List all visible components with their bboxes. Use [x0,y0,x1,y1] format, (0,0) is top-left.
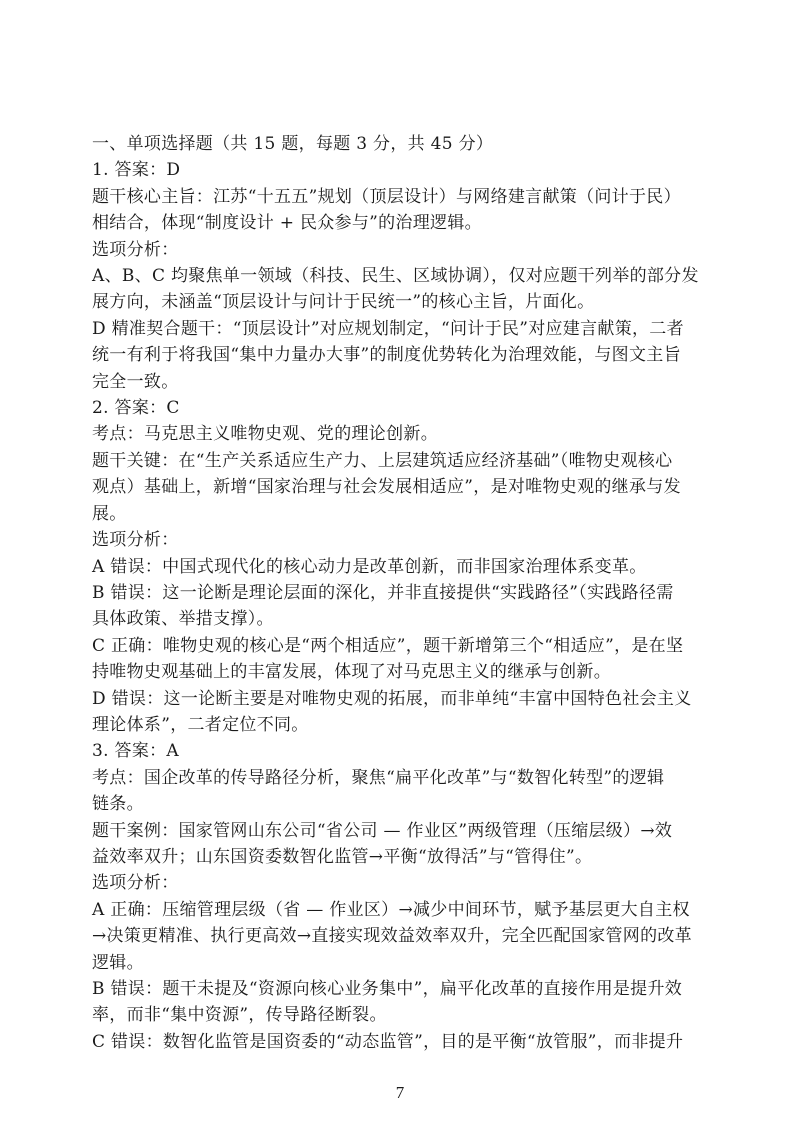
text-line: 观点）基础上，新增“国家治理与社会发展相适应”，是对唯物史观的继承与发 [92,477,681,498]
text-line: 完全一致。 [92,371,179,392]
text-line: 链条。 [92,794,144,815]
text-line: →决策更精准、执行更高效→直接实现效益效率双升，完全匹配国家管网的改革 [92,926,692,947]
text-line: 理论体系”，二者定位不同。 [92,714,309,735]
text-line: D 精准契合题干：“顶层设计”对应规划制定，“问计于民”对应建言献策，二者 [92,318,684,339]
page-number: 7 [395,1083,405,1102]
text-line: 具体政策、举措支撑）。 [92,609,274,630]
text-line: C 错误：数智化监管是国资委的“动态监管”，目的是平衡“放管服”，而非提升 [92,1031,684,1052]
text-line: A、B、C 均聚焦单一领域（科技、民生、区域协调），仅对应题干列举的部分发 [92,266,699,287]
text-line: 1. 答案：D [92,160,181,181]
text-line: B 错误：题干未提及“资源向核心业务集中”，扁平化改革的直接作用是提升效 [92,979,683,999]
text-line: 逻辑。 [92,952,144,973]
text-line: 考点：马克思主义唯物史观、党的理论创新。 [92,424,438,445]
text-line: 题干核心主旨：江苏“十五五”规划（顶层设计）与网络建言献策（问计于民） [92,186,681,207]
section-heading: 一、单项选择题（共 15 题，每题 3 分，共 45 分） [92,134,494,154]
text-line: 率，而非“集中资源”，传导路径断裂。 [92,1005,387,1026]
text-line: 3. 答案：A [92,741,180,762]
text-line: 统一有利于将我国“集中力量办大事”的制度优势转化为治理效能，与图文主旨 [92,345,681,366]
text-line: A 错误：中国式现代化的核心动力是改革创新，而非国家治理体系变革。 [92,556,647,577]
text-line: 2. 答案：C [92,398,180,419]
text-line: 展。 [92,503,127,524]
answer-text-block [92,131,712,1055]
text-line: D 错误：这一论断主要是对唯物史观的拓展，而非单纯“丰富中国特色社会主义 [92,688,692,709]
text-line: 相结合，体现“制度设计 + 民众参与”的治理逻辑。 [92,213,482,234]
text-line: 益效率双升；山东国资委数智化监管→平衡“放得活”与“管得住”。 [92,846,593,867]
text-line: B 错误：这一论断是理论层面的深化，并非直接提供“实践路径”（实践路径需 [92,582,674,603]
text-line: C 正确：唯物史观的核心是“两个相适应”，题干新增第三个“相适应”，是在坚 [92,635,684,656]
text-line: 题干关键：在“生产关系适应生产力、上层建筑适应经济基础”（唯物史观核心 [92,450,673,471]
text-line: 持唯物史观基础上的丰富发展，体现了对马克思主义的继承与创新。 [92,662,611,683]
text-line: A 正确：压缩管理层级（省 — 作业区）→减少中间环节，赋予基层更大自主权 [92,899,690,920]
text-line: 考点：国企改革的传导路径分析，聚焦“扁平化改革”与“数智化转型”的逻辑 [92,767,665,788]
text-line: 选项分析： [92,239,179,260]
text-line: 选项分析： [92,530,179,551]
text-line: 选项分析： [92,873,179,894]
text-line: 题干案例：国家管网山东公司“省公司 — 作业区”两级管理（压缩层级）→效 [92,820,673,841]
text-line: 展方向，未涵盖“顶层设计与问计于民统一”的核心主旨，片面化。 [92,292,595,313]
